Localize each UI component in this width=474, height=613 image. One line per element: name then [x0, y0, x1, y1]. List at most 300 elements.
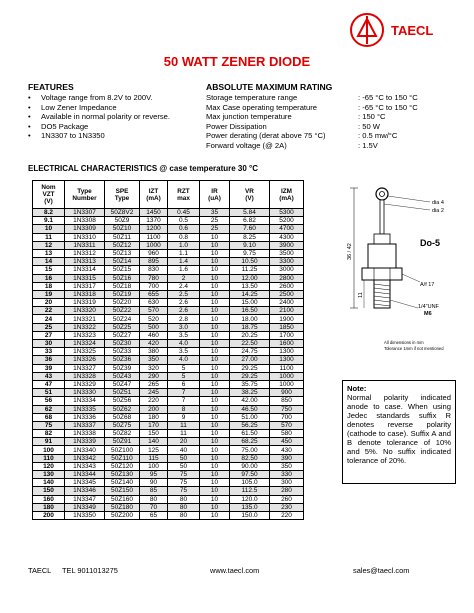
- table-cell: 135.0: [230, 503, 270, 511]
- table-cell: 50Z30: [105, 340, 140, 348]
- table-cell: 105.0: [230, 479, 270, 487]
- electrical-table: [32, 180, 304, 520]
- table-cell: 1450: [140, 209, 168, 217]
- table-cell: 320: [140, 364, 168, 372]
- table-cell: 700: [270, 413, 304, 421]
- absolute-max-label: Power derating (derat above 75 °C): [206, 131, 326, 141]
- table-cell: 50Z13: [105, 249, 140, 257]
- table-cell: 110: [33, 454, 65, 462]
- table-cell: 10: [200, 405, 230, 413]
- table-cell: 25: [200, 225, 230, 233]
- features-list: [28, 93, 208, 141]
- table-cell: 10: [200, 503, 230, 511]
- header-line: Type: [114, 194, 130, 202]
- brand-logo: [349, 12, 461, 48]
- table-cell: 180: [33, 503, 65, 511]
- table-cell: 51: [33, 389, 65, 397]
- table-cell: 1N3326: [65, 356, 105, 364]
- table-cell: 280: [270, 487, 304, 495]
- table-row: [33, 471, 304, 479]
- table-cell: 430: [270, 446, 304, 454]
- table-cell: 13.50: [230, 282, 270, 290]
- table-cell: 97.50: [230, 471, 270, 479]
- table-cell: 5: [168, 364, 200, 372]
- table-cell: 1N3335: [65, 405, 105, 413]
- table-cell: 36: [33, 356, 65, 364]
- package-label: Do-5: [420, 238, 440, 248]
- table-cell: 6.82: [230, 217, 270, 225]
- table-cell: 1N3318: [65, 290, 105, 298]
- table-cell: 1200: [140, 225, 168, 233]
- feature-item: • Available in normal polarity or reverse.: [28, 112, 208, 122]
- table-cell: 10: [200, 511, 230, 519]
- table-cell: 2.6: [168, 299, 200, 307]
- table-cell: 0.8: [168, 233, 200, 241]
- table-cell: 1N3344: [65, 471, 105, 479]
- table-cell: 3.0: [168, 323, 200, 331]
- table-cell: 1N3349: [65, 503, 105, 511]
- header-line: Nom: [41, 184, 56, 191]
- table-cell: 112.5: [230, 487, 270, 495]
- table-cell: 10: [200, 307, 230, 315]
- footer-tel: TEL 9011013275: [62, 566, 118, 575]
- table-cell: 50Z160: [105, 495, 140, 503]
- table-cell: 50Z33: [105, 348, 140, 356]
- table-cell: 1N3322: [65, 323, 105, 331]
- table-cell: 10: [200, 421, 230, 429]
- table-cell: 2800: [270, 274, 304, 282]
- absolute-max-row: [206, 122, 456, 132]
- table-cell: 180: [140, 413, 168, 421]
- table-cell: 50Z36: [105, 356, 140, 364]
- terminal-ring: [376, 188, 388, 200]
- table-cell: 50Z15: [105, 266, 140, 274]
- table-cell: 1N3312: [65, 249, 105, 257]
- table-cell: 46.50: [230, 405, 270, 413]
- table-cell: 4700: [270, 225, 304, 233]
- header-line: (mA): [279, 194, 294, 202]
- table-cell: 56: [33, 397, 65, 405]
- table-cell: 38.25: [230, 389, 270, 397]
- header-line: (uA): [208, 194, 221, 202]
- af-label: A/f 17: [420, 282, 435, 288]
- absolute-max-value: : 0.5 mw/°C: [358, 131, 398, 141]
- table-row: [33, 430, 304, 438]
- table-row: [33, 438, 304, 446]
- dia4-label: dia 4: [432, 200, 444, 206]
- table-row: [33, 413, 304, 421]
- table-cell: 14.25: [230, 290, 270, 298]
- table-cell: 245: [140, 389, 168, 397]
- dia2-label: dia 2: [432, 208, 444, 214]
- table-cell: 10: [200, 323, 230, 331]
- table-cell: 50Z62: [105, 405, 140, 413]
- table-cell: 655: [140, 290, 168, 298]
- table-cell: 10.50: [230, 258, 270, 266]
- absolute-max-value: : -65 °C to 150 °C: [358, 102, 418, 112]
- table-cell: 1N3310: [65, 233, 105, 241]
- table-row: [33, 372, 304, 380]
- table-cell: 80: [168, 495, 200, 503]
- table-row: [33, 446, 304, 454]
- table-cell: 50Z20: [105, 299, 140, 307]
- table-cell: 10: [200, 389, 230, 397]
- table-cell: 1100: [270, 364, 304, 372]
- table-row: [33, 323, 304, 331]
- table-cell: 1370: [140, 217, 168, 225]
- table-cell: 42.00: [230, 397, 270, 405]
- table-cell: 1850: [270, 323, 304, 331]
- table-cell: 75.00: [230, 446, 270, 454]
- table-cell: 18.00: [230, 315, 270, 323]
- table-cell: 150: [33, 487, 65, 495]
- absolute-max-row: [206, 141, 456, 151]
- table-cell: 1N3317: [65, 282, 105, 290]
- table-cell: 50Z150: [105, 487, 140, 495]
- spe-type-header: [105, 181, 140, 209]
- table-cell: 24.75: [230, 348, 270, 356]
- feature-item: • Voltage range from 8.2V to 200V.: [28, 93, 208, 103]
- m6-label: M6: [424, 311, 432, 317]
- table-row: [33, 503, 304, 511]
- table-cell: 18: [33, 282, 65, 290]
- table-cell: 390: [270, 454, 304, 462]
- table-header-row: [33, 181, 304, 209]
- table-cell: 50: [168, 462, 200, 470]
- table-cell: 115: [140, 454, 168, 462]
- table-cell: 10: [200, 495, 230, 503]
- table-cell: 91: [33, 438, 65, 446]
- table-cell: 1N3350: [65, 511, 105, 519]
- table-cell: 170: [140, 421, 168, 429]
- footer-web[interactable]: www.taecl.com: [210, 566, 260, 575]
- table-cell: 68.25: [230, 438, 270, 446]
- table-row: [33, 225, 304, 233]
- table-cell: 10: [200, 356, 230, 364]
- table-cell: 62: [33, 405, 65, 413]
- absolute-max-heading: ABSOLUTE MAXIMUM RATING: [206, 82, 333, 92]
- table-cell: 30: [33, 340, 65, 348]
- table-cell: 24: [33, 315, 65, 323]
- table-cell: 780: [140, 274, 168, 282]
- table-cell: 22: [33, 307, 65, 315]
- table-cell: 50Z8V2: [105, 209, 140, 217]
- table-cell: 10: [200, 266, 230, 274]
- table-cell: 630: [140, 299, 168, 307]
- table-cell: 1N3307: [65, 209, 105, 217]
- table-cell: 8.2: [33, 209, 65, 217]
- footer-company: TAECL: [28, 566, 52, 575]
- ir-header: [200, 181, 230, 209]
- table-cell: 50Z10: [105, 225, 140, 233]
- table-cell: 2600: [270, 282, 304, 290]
- table-cell: 1N3329: [65, 380, 105, 388]
- table-cell: 50Z68: [105, 413, 140, 421]
- table-cell: 10: [200, 331, 230, 339]
- table-cell: 9.75: [230, 249, 270, 257]
- table-cell: 11: [168, 430, 200, 438]
- table-cell: 50Z82: [105, 430, 140, 438]
- table-cell: 27: [33, 331, 65, 339]
- izt-header: [140, 181, 168, 209]
- table-cell: 50Z91: [105, 438, 140, 446]
- table-cell: 3.5: [168, 348, 200, 356]
- do5-package-diagram: [344, 184, 454, 360]
- absolute-max-value: : 50 W: [358, 121, 380, 131]
- table-cell: 1N3325: [65, 348, 105, 356]
- table-cell: 1600: [270, 340, 304, 348]
- table-cell: 8.25: [230, 233, 270, 241]
- table-row: [33, 241, 304, 249]
- features-section: [28, 82, 208, 141]
- table-cell: 25: [33, 323, 65, 331]
- table-cell: 700: [140, 282, 168, 290]
- table-cell: 50Z51: [105, 389, 140, 397]
- table-cell: 50Z19: [105, 290, 140, 298]
- vr-header: [230, 181, 270, 209]
- do5-outline-drawing: [344, 184, 454, 360]
- table-cell: 120: [33, 462, 65, 470]
- table-cell: 140: [33, 479, 65, 487]
- table-cell: 10: [200, 249, 230, 257]
- table-cell: 580: [270, 430, 304, 438]
- absolute-max-value: : -65 °C to 150 °C: [358, 93, 418, 102]
- table-cell: 1N3334: [65, 397, 105, 405]
- absolute-max-value: : 1.5V: [358, 140, 378, 150]
- table-cell: 6: [168, 380, 200, 388]
- table-cell: 11: [168, 421, 200, 429]
- table-cell: 330: [270, 471, 304, 479]
- table-cell: 1900: [270, 315, 304, 323]
- table-row: [33, 217, 304, 225]
- table-cell: 50Z180: [105, 503, 140, 511]
- table-cell: 1.0: [168, 241, 200, 249]
- table-cell: 50Z56: [105, 397, 140, 405]
- table-cell: 570: [140, 307, 168, 315]
- table-cell: 1N3308: [65, 217, 105, 225]
- table-cell: 4300: [270, 233, 304, 241]
- table-cell: 1N3321: [65, 315, 105, 323]
- table-row: [33, 389, 304, 397]
- table-cell: 9.1: [33, 217, 65, 225]
- table-cell: 82.50: [230, 454, 270, 462]
- feature-item: • DO5 Package: [28, 122, 208, 132]
- table-cell: 200: [140, 405, 168, 413]
- absolute-max-row: [206, 112, 456, 122]
- table-cell: 1N3343: [65, 462, 105, 470]
- table-cell: 290: [140, 372, 168, 380]
- table-cell: 1N3342: [65, 454, 105, 462]
- table-cell: 51.00: [230, 413, 270, 421]
- table-cell: 10: [33, 225, 65, 233]
- tolerance-note: Tolerance 1mm if not mentioned: [384, 346, 444, 351]
- rzt-header: [168, 181, 200, 209]
- dimensions-note: All dimensions in mm: [384, 340, 424, 345]
- table-cell: 2100: [270, 307, 304, 315]
- table-cell: 1N3315: [65, 274, 105, 282]
- header-line: IR: [211, 187, 218, 195]
- absolute-max-label: Storage temperature range: [206, 93, 298, 102]
- header-line: IZM: [280, 187, 292, 195]
- hex-flange: [362, 268, 402, 280]
- table-row: [33, 348, 304, 356]
- table-cell: 90: [140, 479, 168, 487]
- table-cell: 13: [33, 249, 65, 257]
- table-cell: 1000: [270, 372, 304, 380]
- table-cell: 1N3323: [65, 331, 105, 339]
- table-cell: 1N3346: [65, 487, 105, 495]
- table-cell: 15: [33, 266, 65, 274]
- table-cell: 10: [200, 380, 230, 388]
- table-cell: 0.5: [168, 217, 200, 225]
- table-cell: 1N3340: [65, 446, 105, 454]
- table-cell: 1N3336: [65, 413, 105, 421]
- table-cell: 40: [168, 446, 200, 454]
- table-cell: 260: [270, 495, 304, 503]
- table-cell: 7: [168, 397, 200, 405]
- table-cell: 10: [200, 348, 230, 356]
- table-cell: 1700: [270, 331, 304, 339]
- table-cell: 18.75: [230, 323, 270, 331]
- table-cell: 50Z27: [105, 331, 140, 339]
- table-cell: 70: [140, 503, 168, 511]
- table-row: [33, 233, 304, 241]
- table-cell: 10: [200, 430, 230, 438]
- table-cell: 520: [140, 315, 168, 323]
- table-cell: 1300: [270, 348, 304, 356]
- table-cell: 11: [33, 233, 65, 241]
- table-cell: 120.0: [230, 495, 270, 503]
- table-cell: 50Z9: [105, 217, 140, 225]
- table-cell: 68: [33, 413, 65, 421]
- table-row: [33, 209, 304, 217]
- thread-label: 1/4"UNF: [418, 304, 439, 310]
- table-cell: 265: [140, 380, 168, 388]
- table-cell: 50Z16: [105, 274, 140, 282]
- table-cell: 20.25: [230, 331, 270, 339]
- table-row: [33, 405, 304, 413]
- table-cell: 82: [33, 430, 65, 438]
- table-cell: 50Z25: [105, 323, 140, 331]
- table-cell: 2.4: [168, 282, 200, 290]
- table-cell: 10: [200, 479, 230, 487]
- table-cell: 10: [200, 397, 230, 405]
- table-row: [33, 479, 304, 487]
- electrical-heading: ELECTRICAL CHARACTERISTICS @ case temperature 30 °C: [28, 164, 259, 173]
- table-cell: 56.25: [230, 421, 270, 429]
- table-row: [33, 290, 304, 298]
- table-cell: 0.6: [168, 225, 200, 233]
- absolute-max-value: : 150 °C: [358, 112, 386, 122]
- table-cell: 150.0: [230, 511, 270, 519]
- table-cell: 50Z120: [105, 462, 140, 470]
- table-cell: 8: [168, 405, 200, 413]
- table-cell: 75: [168, 487, 200, 495]
- table-row: [33, 266, 304, 274]
- table-cell: 5.84: [230, 209, 270, 217]
- table-cell: 50Z140: [105, 479, 140, 487]
- table-cell: 80: [140, 495, 168, 503]
- table-cell: 350: [270, 462, 304, 470]
- table-cell: 1100: [140, 233, 168, 241]
- table-row: [33, 249, 304, 257]
- table-cell: 47: [33, 380, 65, 388]
- features-heading: FEATURES: [28, 82, 74, 92]
- table-row: [33, 487, 304, 495]
- table-cell: 16.50: [230, 307, 270, 315]
- footer-email[interactable]: sales@taecl.com: [353, 566, 410, 575]
- table-cell: 12: [33, 241, 65, 249]
- table-cell: 61.50: [230, 430, 270, 438]
- table-cell: 80: [168, 503, 200, 511]
- absolute-max-row: [206, 93, 456, 103]
- table-row: [33, 258, 304, 266]
- table-row: [33, 380, 304, 388]
- table-cell: 3000: [270, 266, 304, 274]
- header-line: IZT: [148, 187, 159, 195]
- page-title: 50 WATT ZENER DIODE: [163, 54, 311, 69]
- table-cell: 2500: [270, 290, 304, 298]
- table-cell: 10: [200, 471, 230, 479]
- header-line: (V): [44, 198, 53, 205]
- table-cell: 5200: [270, 217, 304, 225]
- table-cell: 27.00: [230, 356, 270, 364]
- table-cell: 960: [140, 249, 168, 257]
- table-cell: 900: [270, 389, 304, 397]
- table-cell: 14: [33, 258, 65, 266]
- package-body: [368, 244, 396, 268]
- table-cell: 50Z43: [105, 372, 140, 380]
- table-cell: 4.0: [168, 356, 200, 364]
- table-cell: 1.4: [168, 258, 200, 266]
- table-cell: 130: [33, 471, 65, 479]
- table-cell: 12.00: [230, 274, 270, 282]
- table-cell: 11.25: [230, 266, 270, 274]
- table-row: [33, 495, 304, 503]
- brand-name: TAECL: [391, 22, 434, 38]
- header-line: RZT: [177, 187, 190, 195]
- table-cell: 10: [200, 299, 230, 307]
- table-row: [33, 511, 304, 519]
- table-cell: 5: [168, 372, 200, 380]
- header-line: VZT: [42, 191, 55, 198]
- table-row: [33, 462, 304, 470]
- table-cell: 100: [140, 462, 168, 470]
- table-cell: 1N3319: [65, 299, 105, 307]
- table-cell: 50Z110: [105, 454, 140, 462]
- table-cell: 29.25: [230, 364, 270, 372]
- table-row: [33, 331, 304, 339]
- table-cell: 1N3337: [65, 421, 105, 429]
- table-cell: 300: [270, 479, 304, 487]
- table-cell: 220: [270, 511, 304, 519]
- header-line: Number: [72, 194, 97, 202]
- table-cell: 10: [200, 446, 230, 454]
- table-cell: 10: [200, 487, 230, 495]
- table-cell: 10: [200, 413, 230, 421]
- table-cell: 50Z22: [105, 307, 140, 315]
- feature-item: • 1N3307 to 1N3350: [28, 131, 208, 141]
- table-cell: 10: [200, 290, 230, 298]
- table-cell: 50Z100: [105, 446, 140, 454]
- table-cell: 10: [200, 372, 230, 380]
- izm-header: [270, 181, 304, 209]
- table-cell: 1N3339: [65, 438, 105, 446]
- table-cell: 75: [168, 471, 200, 479]
- table-cell: 3900: [270, 241, 304, 249]
- table-cell: 2.6: [168, 307, 200, 315]
- table-cell: 4.0: [168, 340, 200, 348]
